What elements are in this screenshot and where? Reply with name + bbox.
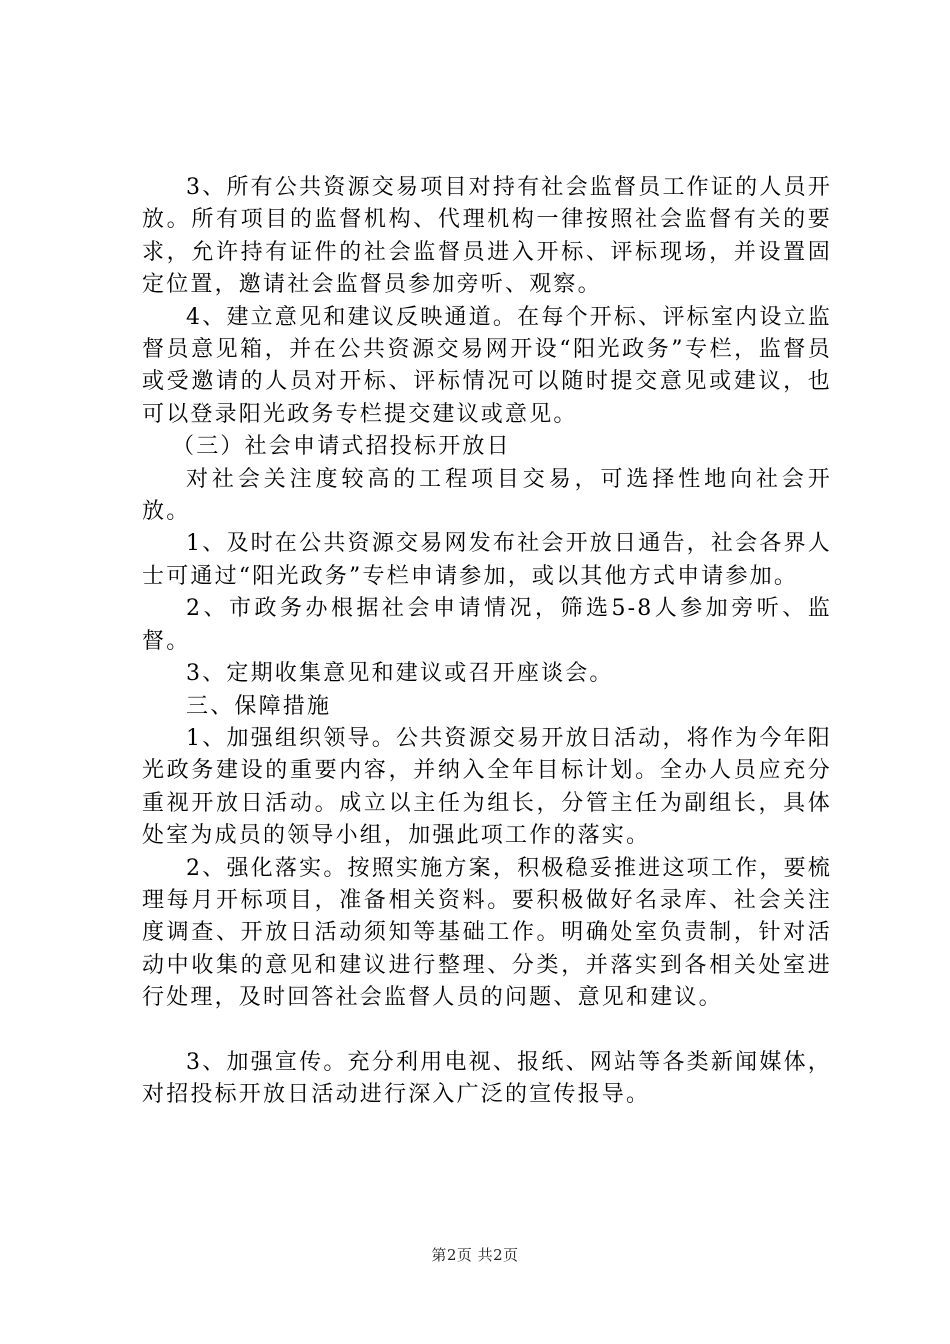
paragraph-item-4-feedback-channel: 4、建立意见和建议反映通道。在每个开标、评标室内设立监督员意见箱，并在公共资源交易网开设“阳光政务”专栏，监督员或受邀请的人员对开标、评标情况可以随时提交意见或建议，也可以登录阳光政务专栏提交建议或意见。	[142, 304, 832, 427]
section-heading-open-day: （三）社会申请式招投标开放日	[172, 434, 511, 460]
paragraph-open-day-item-2: 2、市政务办根据社会申请情况，筛选5-8人参加旁听、监督。	[142, 596, 832, 654]
paragraph-open-day-item-1: 1、及时在公共资源交易网发布社会开放日通告，社会各界人士可通过“阳光政务”专栏申请参加，或以其他方式申请参加。	[142, 531, 832, 589]
section-heading-safeguards: 三、保障措施	[186, 693, 332, 719]
paragraph-item-3-open-to-supervisors: 3、所有公共资源交易项目对持有社会监督员工作证的人员开放。所有项目的监督机构、代理机构一律按照社会监督有关的要求，允许持有证件的社会监督员进入开标、评标现场，并设置固定位置，邀请社会监督员参加旁听、观察。	[142, 175, 832, 298]
paragraph-safeguard-item-2: 2、强化落实。按照实施方案，积极稳妥推进这项工作，要梳理每月开标项目，准备相关资料。要积极做好名录库、社会关注度调查、开放日活动须知等基础工作。明确处室负责制，针对活动中收集的意见和建议进行整理、分类，并落实到各相关处室进行处理，及时回答社会监督人员的问题、意见和建议。	[142, 855, 832, 1011]
paragraph-safeguard-item-1: 1、加强组织领导。公共资源交易开放日活动，将作为今年阳光政务建设的重要内容，并纳入全年目标计划。全办人员应充分重视开放日活动。成立以主任为组长，分管主任为副组长，具体处室为成员的领导小组，加强此项工作的落实。	[142, 725, 832, 849]
paragraph-open-day-item-3: 3、定期收集意见和建议或召开座谈会。	[186, 661, 614, 687]
page-number-footer: 第2页 共2页	[431, 1246, 519, 1264]
paragraph-open-day-intro: 对社会关注度较高的工程项目交易，可选择性地向社会开放。	[142, 466, 832, 525]
document-body	[142, 172, 832, 1111]
paragraph-safeguard-item-3: 3、加强宣传。充分利用电视、报纸、网站等各类新闻媒体，对招投标开放日活动进行深入广泛的宣传报导。	[142, 1049, 832, 1107]
